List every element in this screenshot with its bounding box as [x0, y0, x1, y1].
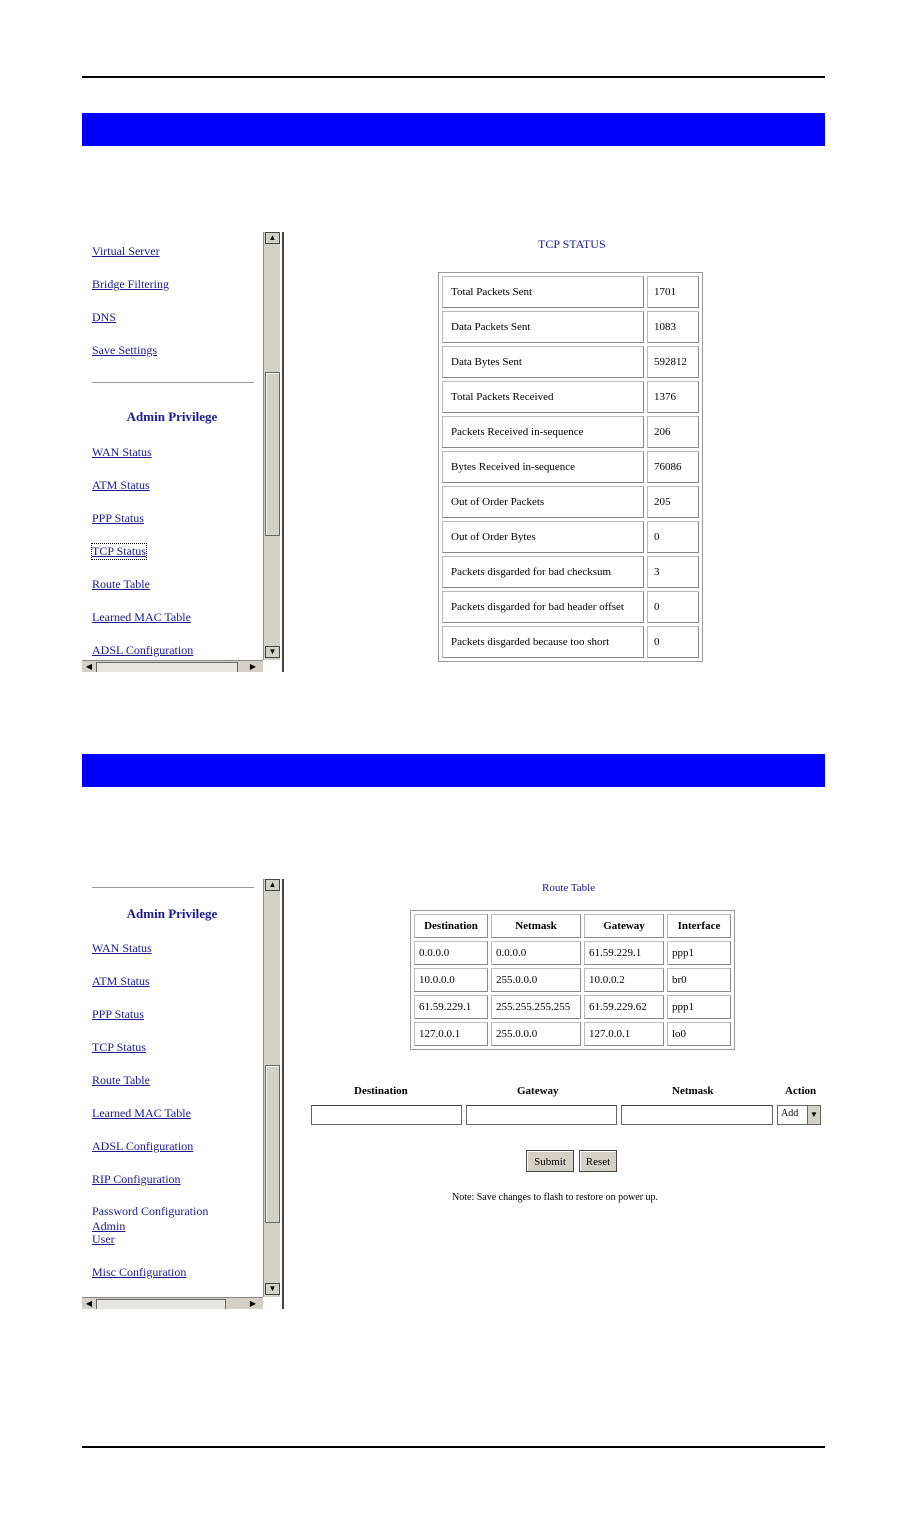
scroll-up-icon[interactable]: ▲ [265, 879, 280, 891]
gateway-input[interactable] [466, 1105, 617, 1125]
tcp-status-title: TCP STATUS [538, 237, 606, 251]
sidebar-item-virtual-server[interactable]: Virtual Server [92, 244, 160, 258]
destination-input[interactable] [311, 1105, 462, 1125]
tcp-status-value: 1083 [647, 311, 699, 343]
sidebar-item-tcp-status[interactable]: TCP Status [92, 544, 146, 558]
table-row [414, 968, 731, 992]
sidebar-heading-admin-privilege: Admin Privilege [126, 409, 218, 424]
route-table-title: Route Table [542, 882, 596, 894]
tcp-status-value: 1701 [647, 276, 699, 308]
tcp-status-label: Bytes Received in-sequence [442, 451, 644, 483]
sidebar-item-ppp-status[interactable]: PPP Status [92, 511, 144, 525]
tcp-status-row [442, 311, 699, 343]
vertical-scrollbar[interactable] [263, 879, 280, 1297]
tcp-status-row [442, 486, 699, 518]
sidebar-item-ppp-status[interactable]: PPP Status [92, 1007, 144, 1021]
sidebar-heading-admin-privilege: Admin Privilege [126, 906, 218, 921]
sidebar-item-misc-configuration[interactable]: Misc Configuration [92, 1265, 187, 1279]
sidebar-divider [92, 887, 254, 888]
table-row [414, 1022, 731, 1046]
frame-divider [282, 232, 284, 672]
scrollbar-thumb[interactable] [265, 372, 280, 536]
tcp-status-row [442, 556, 699, 588]
tcp-status-value: 0 [647, 521, 699, 553]
tcp-status-row [442, 451, 699, 483]
route-table [410, 910, 735, 1050]
scroll-left-icon[interactable]: ◀ [85, 1299, 93, 1308]
sidebar-item-save-settings[interactable]: Save Settings [92, 343, 157, 357]
column-header-interface: Interface [667, 914, 731, 938]
sidebar-item-admin[interactable]: Admin [92, 1219, 126, 1233]
route-cell-netmask: 255.255.255.255 [491, 995, 581, 1019]
route-cell-gateway: 127.0.0.1 [584, 1022, 664, 1046]
horizontal-scrollbar[interactable] [82, 660, 263, 672]
tcp-status-label: Total Packets Sent [442, 276, 644, 308]
sidebar-item-learned-mac-table[interactable]: Learned MAC Table [92, 1106, 191, 1120]
tcp-status-row [442, 521, 699, 553]
section-bar-route-table [82, 754, 825, 787]
action-select[interactable] [777, 1105, 821, 1125]
route-cell-destination: 0.0.0.0 [414, 941, 488, 965]
sidebar-item-adsl-configuration[interactable]: ADSL Configuration [92, 643, 194, 657]
tcp-status-row [442, 416, 699, 448]
sidebar-frame-1 [82, 232, 286, 672]
route-cell-gateway: 10.0.0.2 [584, 968, 664, 992]
scrollbar-thumb[interactable] [265, 1065, 280, 1223]
action-field-label: Action [785, 1085, 817, 1097]
route-cell-destination: 61.59.229.1 [414, 995, 488, 1019]
scroll-right-icon[interactable]: ▶ [249, 1299, 257, 1308]
tcp-status-label: Data Packets Sent [442, 311, 644, 343]
tcp-status-value: 0 [647, 626, 699, 658]
reset-button[interactable]: Reset [579, 1150, 617, 1172]
sidebar-item-bridge-filtering[interactable]: Bridge Filtering [92, 277, 169, 291]
tcp-status-row [442, 346, 699, 378]
sidebar-item-wan-status[interactable]: WAN Status [92, 941, 152, 955]
column-header-netmask: Netmask [491, 914, 581, 938]
tcp-status-label: Packets disgarded for bad checksum [442, 556, 644, 588]
hscrollbar-thumb[interactable] [96, 1299, 226, 1309]
route-cell-interface: lo0 [667, 1022, 731, 1046]
route-cell-interface: br0 [667, 968, 731, 992]
tcp-status-label: Packets Received in-sequence [442, 416, 644, 448]
table-row [414, 941, 731, 965]
tcp-status-value: 592812 [647, 346, 699, 378]
netmask-input[interactable] [621, 1105, 773, 1125]
route-cell-netmask: 255.0.0.0 [491, 1022, 581, 1046]
action-select-value: Add [781, 1108, 799, 1119]
route-cell-destination: 127.0.0.1 [414, 1022, 488, 1046]
route-cell-interface: ppp1 [667, 941, 731, 965]
column-header-gateway: Gateway [584, 914, 664, 938]
sidebar-item-learned-mac-table[interactable]: Learned MAC Table [92, 610, 191, 624]
tcp-status-label: Out of Order Packets [442, 486, 644, 518]
bottom-rule [82, 1446, 825, 1448]
sidebar-divider [92, 382, 254, 383]
vertical-scrollbar[interactable] [263, 232, 280, 660]
scroll-up-icon[interactable]: ▲ [265, 232, 280, 244]
destination-field-label: Destination [354, 1085, 408, 1097]
sidebar-item-route-table[interactable]: Route Table [92, 577, 150, 591]
tcp-status-table [438, 272, 703, 662]
sidebar-item-rip-configuration[interactable]: RIP Configuration [92, 1172, 181, 1186]
tcp-status-table-viewport [438, 272, 708, 672]
route-cell-destination: 10.0.0.0 [414, 968, 488, 992]
table-row [414, 995, 731, 1019]
top-rule [82, 76, 825, 78]
scroll-down-icon[interactable]: ▼ [265, 646, 280, 658]
tcp-status-label: Data Bytes Sent [442, 346, 644, 378]
gateway-field-label: Gateway [517, 1085, 559, 1097]
sidebar-item-adsl-configuration[interactable]: ADSL Configuration [92, 1139, 194, 1153]
scroll-right-icon[interactable]: ▶ [249, 662, 257, 671]
netmask-field-label: Netmask [672, 1085, 714, 1097]
chevron-down-icon[interactable]: ▼ [807, 1106, 820, 1124]
route-cell-gateway: 61.59.229.1 [584, 941, 664, 965]
tcp-status-value: 205 [647, 486, 699, 518]
horizontal-scrollbar[interactable] [82, 1297, 263, 1309]
frame-divider [282, 879, 284, 1309]
sidebar-item-route-table[interactable]: Route Table [92, 1073, 150, 1087]
tcp-status-label: Out of Order Bytes [442, 521, 644, 553]
submit-button[interactable]: Submit [526, 1150, 574, 1172]
column-header-destination: Destination [414, 914, 488, 938]
route-cell-netmask: 255.0.0.0 [491, 968, 581, 992]
route-cell-gateway: 61.59.229.62 [584, 995, 664, 1019]
scroll-down-icon[interactable]: ▼ [265, 1283, 280, 1295]
tcp-status-label: Packets disgarded because too short [442, 626, 644, 658]
tcp-status-row [442, 276, 699, 308]
save-note: Note: Save changes to flash to restore on power up. [452, 1192, 659, 1203]
tcp-status-value: 76086 [647, 451, 699, 483]
tcp-status-label: Packets disgarded for bad header offset [442, 591, 644, 623]
route-cell-netmask: 0.0.0.0 [491, 941, 581, 965]
tcp-status-label: Total Packets Received [442, 381, 644, 413]
route-cell-interface: ppp1 [667, 995, 731, 1019]
sidebar-item-atm-status[interactable]: ATM Status [92, 974, 150, 988]
scroll-left-icon[interactable]: ◀ [85, 662, 93, 671]
tcp-status-row [442, 591, 699, 623]
tcp-status-value: 3 [647, 556, 699, 588]
tcp-status-row [442, 381, 699, 413]
route-table-header-row [414, 914, 731, 938]
sidebar-item-tcp-status[interactable]: TCP Status [92, 1040, 146, 1054]
sidebar-item-atm-status[interactable]: ATM Status [92, 478, 150, 492]
section-bar-tcp-status [82, 113, 825, 146]
sidebar-item-user[interactable]: User [92, 1232, 115, 1246]
tcp-status-value: 0 [647, 591, 699, 623]
sidebar-item-dns[interactable]: DNS [92, 310, 117, 324]
sidebar-item-password-configuration[interactable]: Password Configuration [92, 1204, 209, 1218]
tcp-status-value: 1376 [647, 381, 699, 413]
sidebar-frame-2 [82, 879, 286, 1309]
sidebar-item-wan-status[interactable]: WAN Status [92, 445, 152, 459]
tcp-status-value: 206 [647, 416, 699, 448]
tcp-status-row [442, 626, 699, 658]
hscrollbar-thumb[interactable] [96, 662, 238, 672]
